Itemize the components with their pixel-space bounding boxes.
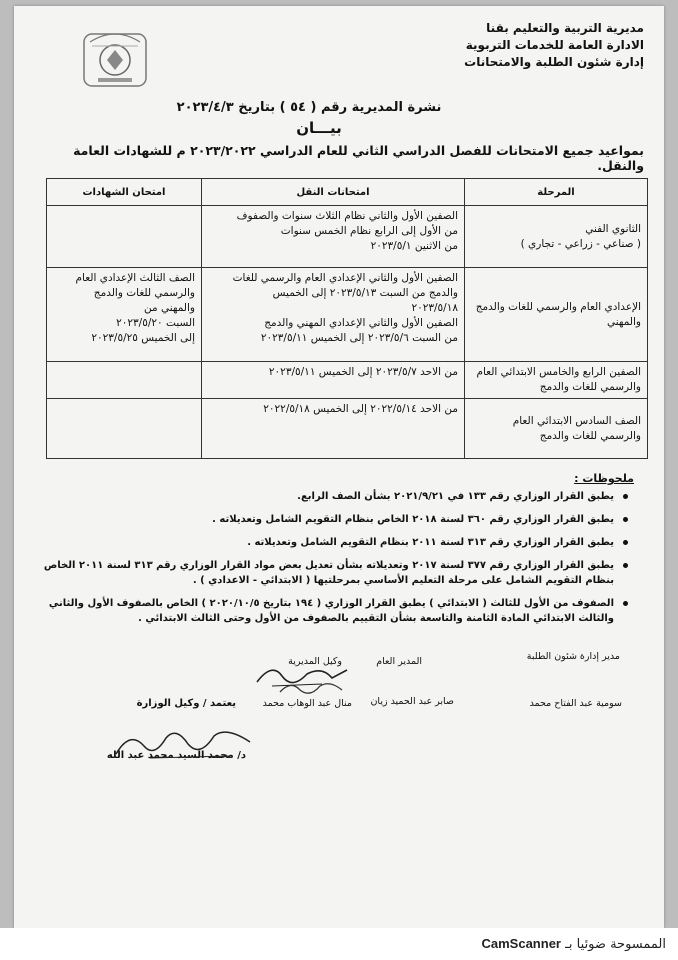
header-line-administration: الادارة العامة للخدمات التربوية [465, 38, 644, 52]
general-manager-name: صابر عبد الحميد زيان [370, 696, 454, 707]
notes-heading: ملحوظات : [574, 472, 634, 485]
cell-transfer: الصفين الأول والثاني الإعدادي العام والرسمي للغات والدمج من السبت ٢٠٢٣/٥/١٣ إلى الخميس ٢٠٢٣/٥/١٨ الصفين الأول والثاني الإعدادي المهني والدمج من السبت ٢٠٢٣/٥/٦ إلى الخميس ٢٠٢٣/٥/١١ [202, 268, 465, 362]
table-header-row [47, 179, 648, 206]
general-manager-title: المدير العام [376, 656, 422, 667]
deputy-signature-icon [276, 678, 346, 700]
minister-deputy-signature-icon [110, 724, 260, 764]
note-item: الصفوف من الأول للثالث ( الابتدائي ) يطبق القرار الوزاري ( ١٩٤ بتاريخ ٢٠٢٠/١٠/٥ ) الخاص بالصفوف الأول والثاني والثالث الابتدائي المادة الثامنة والتاسعة بشأن التقييم بالصفوف من الأول وحتى الثالث الابتدائي . [34, 596, 628, 626]
column-header-transfer: امتحانات النقل [202, 179, 465, 206]
cell-stage: الثانوي الفني ( صناعي - زراعي - تجاري ) [465, 206, 648, 268]
statement-title: بيـــان [296, 119, 342, 137]
cell-certificate: الصف الثالث الإعدادي العام والرسمي للغات والدمج والمهني من السبت ٢٠٢٣/٥/٢٠ إلى الخميس ٢٠٢٣/٥/٢٥ [47, 268, 202, 362]
cell-transfer: الصفين الأول والثاني نظام الثلاث سنوات والصفوف من الأول إلى الرابع نظام الخمس سنوات من الاثنين ٢٠٢٣/٥/١ [202, 206, 465, 268]
cell-stage: الصف السادس الابتدائي العام والرسمي للغات والدمج [465, 399, 648, 459]
director-name: سومية عبد الفتاح محمد [529, 698, 622, 709]
document-header [464, 20, 644, 71]
table-row [47, 399, 648, 459]
note-item: يطبق القرار الوزاري رقم ١٣٣ في ٢٠٢١/٩/٢١ بشأن الصف الرابع. [34, 489, 628, 504]
scanned-page [14, 6, 664, 928]
cell-stage: الإعدادي العام والرسمي للغات والدمج والمهني [465, 268, 648, 362]
cell-transfer: من الاحد ٢٠٢٣/٥/٧ إلى الخميس ٢٠٢٣/٥/١١ [202, 362, 465, 399]
cell-transfer: من الاحد ٢٠٢٢/٥/١٤ إلى الخميس ٢٠٢٢/٥/١٨ [202, 399, 465, 459]
deputy-name: منال عبد الوهاب محمد [262, 698, 352, 709]
column-header-stage: المرحلة [465, 179, 648, 206]
notes-list [34, 489, 628, 626]
cell-certificate [47, 206, 202, 268]
approval-label: يعتمد / وكيل الوزارة [136, 698, 236, 709]
note-item: يطبق القرار الوزاري رقم ٣١٣ لسنة ٢٠١١ بنظام التقويم الشامل وتعديلاته . [34, 535, 628, 550]
table-row [47, 362, 648, 399]
ministry-logo-icon [76, 24, 154, 94]
column-header-certificate: امتحان الشهادات [47, 179, 202, 206]
minister-deputy-name: د/ محمد السيد محمد عبد الله [106, 750, 246, 761]
cell-certificate [47, 362, 202, 399]
note-item: يطبق القرار الوزاري رقم ٣٧٧ لسنة ٢٠١٧ وتعديلاته بشأن تعديل بعض مواد القرار الوزاري رقم ٣١٣ لسنة ٢٠١١ الخاص بنظام التقويم الشامل على مرحلة التعليم الأساسي بمرحلتيها ( الابتدائي - الاعدادي ) . [34, 558, 628, 588]
scanner-footer [0, 928, 678, 960]
bulletin-title: نشرة المديرية رقم ( ٥٤ ) بتاريخ ٢٠٢٣/٤/٣ [176, 100, 442, 115]
scanner-app-name: CamScanner [481, 936, 561, 951]
director-title: مدير إدارة شئون الطلبة [526, 651, 620, 662]
deputy-title: وكيل المديرية [288, 656, 342, 667]
header-line-directorate: مديرية التربية والتعليم بقنا [486, 21, 644, 35]
note-item: يطبق القرار الوزاري رقم ٣٦٠ لسنة ٢٠١٨ الخاص بنظام التقويم الشامل وتعديلاته . [34, 512, 628, 527]
notes-section [34, 472, 644, 634]
table-row [47, 206, 648, 268]
scanned-with-label: الممسوحة ضوئيا بـ [565, 937, 666, 952]
header-line-department: إدارة شئون الطلبة والامتحانات [464, 55, 644, 69]
cell-certificate [47, 399, 202, 459]
cell-stage: الصفين الرابع والخامس الابتدائي العام والرسمي للغات والدمج [465, 362, 648, 399]
document-titles [34, 100, 644, 173]
exam-schedule-table [46, 178, 648, 459]
subject-title: بمواعيد جميع الامتحانات للفصل الدراسي الثاني للعام الدراسي ٢٠٢٣/٢٠٢٢ م للشهادات العامة والنقل. [73, 143, 644, 173]
table-row [47, 268, 648, 362]
